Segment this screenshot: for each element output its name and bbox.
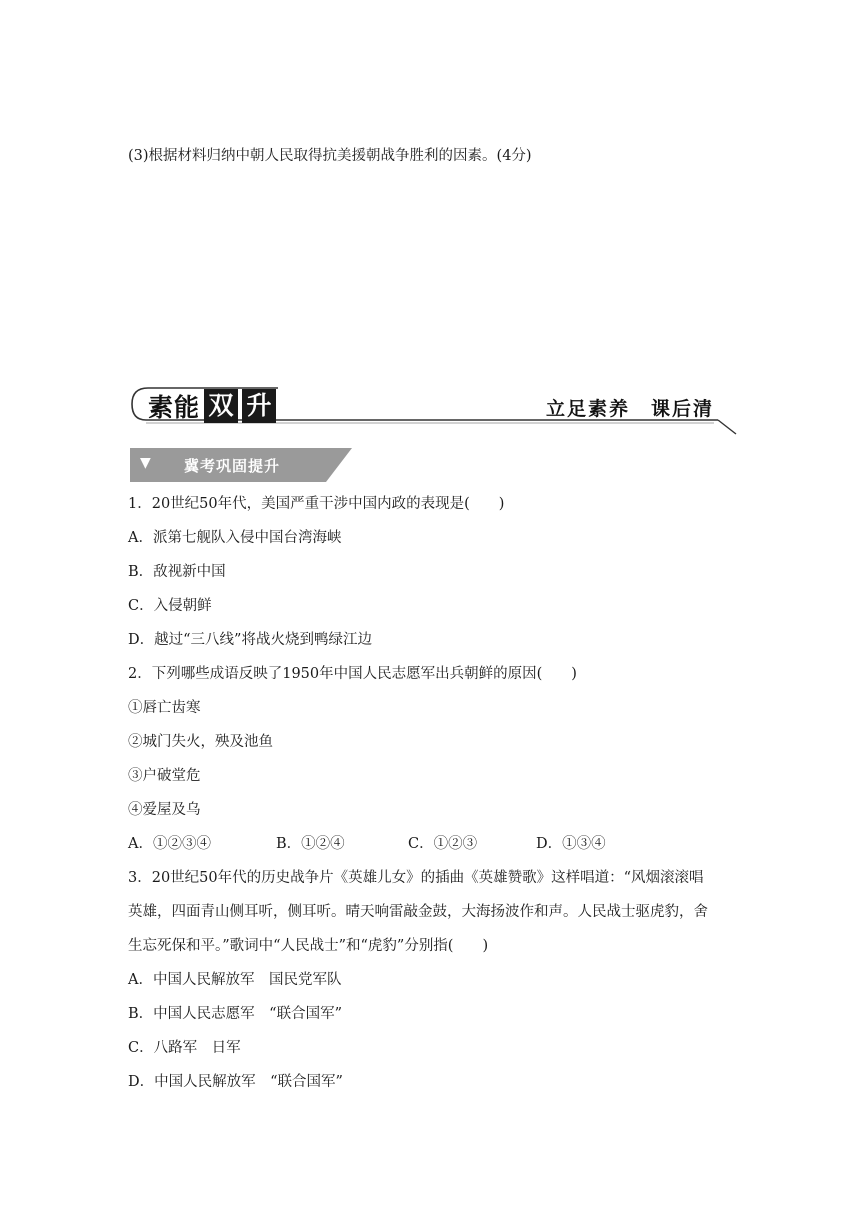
question-2-options	[128, 834, 688, 854]
section-banner	[128, 382, 740, 440]
question-1-option-b: B．敌视新中国	[128, 564, 226, 580]
question-2-stem: 2．下列哪些成语反映了1950年中国人民志愿军出兵朝鲜的原因( )	[128, 666, 577, 682]
question-3-option-d: D．中国人民解放军 “联合国军”	[128, 1074, 343, 1090]
question-2-item-2: ②城门失火，殃及池鱼	[128, 734, 273, 750]
banner-title-box-2: 升	[242, 389, 276, 423]
question-2-option-a: A．①②③④	[128, 836, 211, 852]
question-3-stem-line-2: 英雄，四面青山侧耳听，侧耳听。晴天响雷敲金鼓，大海扬波作和声。人民战士驱虎豹，舍	[128, 904, 708, 920]
banner-title-box-1: 双	[204, 389, 238, 423]
question-1-option-d: D．越过“三八线”将战火烧到鸭绿江边	[128, 632, 372, 648]
question-1-stem: 1．20世纪50年代，美国严重干涉中国内政的表现是( )	[128, 496, 505, 512]
question-1-option-c: C．入侵朝鲜	[128, 598, 212, 614]
question-2-option-b: B．①②④	[276, 836, 345, 852]
question-3-stem-line-1: 3．20世纪50年代的历史战争片《英雄儿女》的插曲《英雄赞歌》这样唱道：“风烟滚滚唱	[128, 870, 704, 886]
question-2-item-3: ③户破堂危	[128, 768, 201, 784]
question-3-option-a: A．中国人民解放军 国民党军队	[128, 972, 342, 988]
intro-question: (3)根据材料归纳中朝人民取得抗美援朝战争胜利的因素。(4分)	[128, 148, 532, 164]
section-tab	[130, 448, 352, 482]
question-2-option-d: D．①③④	[536, 836, 606, 852]
question-3-option-b: B．中国人民志愿军 “联合国军”	[128, 1006, 342, 1022]
question-3-option-c: C．八路军 日军	[128, 1040, 241, 1056]
banner-title	[148, 388, 276, 424]
question-2-item-4: ④爱屋及乌	[128, 802, 201, 818]
question-1-option-a: A．派第七舰队入侵中国台湾海峡	[128, 530, 342, 546]
banner-subtitle: 立足素养 课后清	[545, 398, 714, 420]
section-tab-label: 冀考巩固提升	[184, 457, 281, 475]
question-2-item-1: ①唇亡齿寒	[128, 700, 201, 716]
question-2-option-c: C．①②③	[408, 836, 478, 852]
banner-title-plain: 素能	[148, 393, 201, 422]
question-3-stem-line-3: 生忘死保和平。”歌词中“人民战士”和“虎豹”分别指( )	[128, 938, 489, 954]
triangle-down-icon: ▼	[140, 455, 151, 471]
